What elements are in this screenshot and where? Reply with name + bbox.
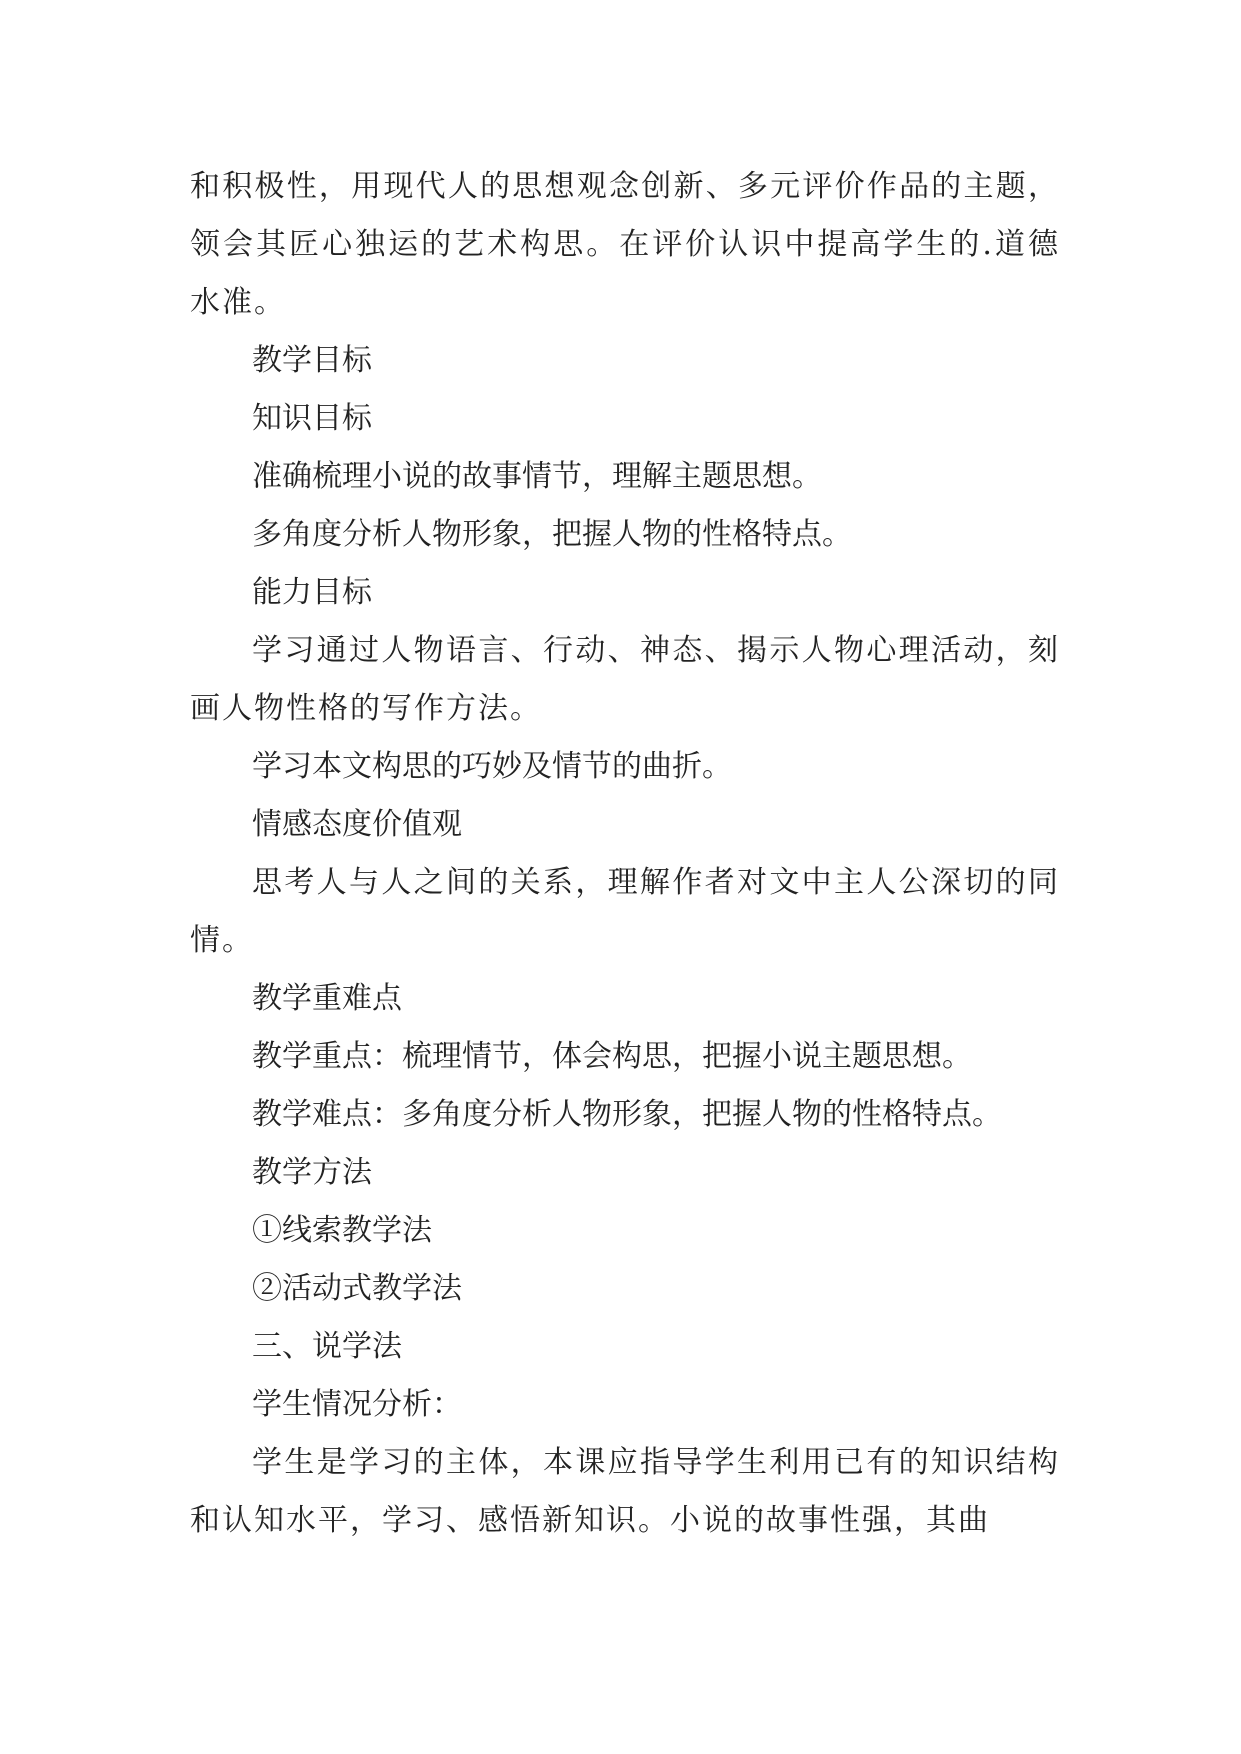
- heading-key-difficult-points: 教学重难点: [252, 981, 402, 1016]
- paragraph-knowledge-goal-2: 多角度分析人物形象，把握人物的性格特点。: [252, 517, 852, 552]
- paragraph-ability-goal-1: 学习通过人物语言、行动、神态、揭示人物心理活动，刻画人物性格的写作方法。: [190, 633, 1060, 726]
- paragraph-ability-goal-2: 学习本文构思的巧妙及情节的曲折。: [252, 749, 732, 784]
- list-item-method-1: ①线索教学法: [252, 1213, 432, 1248]
- heading-teaching-methods: 教学方法: [252, 1155, 372, 1190]
- paragraph-intro-continuation: 和积极性，用现代人的思想观念创新、多元评价作品的主题，领会其匠心独运的艺术构思。在评价认识中提高学生的.道德水准。: [190, 169, 1060, 320]
- paragraph-difficult-point: 教学难点：多角度分析人物形象，把握人物的性格特点。: [252, 1097, 1002, 1132]
- heading-ability-goals: 能力目标: [252, 575, 372, 610]
- heading-teaching-goals: 教学目标: [252, 343, 372, 378]
- heading-learning-methods: 三、说学法: [252, 1329, 402, 1364]
- document-body: [190, 158, 1060, 1550]
- list-item-method-2: ②活动式教学法: [252, 1271, 462, 1306]
- heading-emotion-values: 情感态度价值观: [252, 807, 462, 842]
- paragraph-emotion-values: 思考人与人之间的关系，理解作者对文中主人公深切的同情。: [190, 865, 1060, 958]
- paragraph-key-point: 教学重点：梳理情节，体会构思，把握小说主题思想。: [252, 1039, 972, 1074]
- paragraph-student-analysis: 学生是学习的主体，本课应指导学生利用已有的知识结构和认知水平，学习、感悟新知识。小说的故事性强，其曲: [190, 1445, 1060, 1538]
- paragraph-knowledge-goal-1: 准确梳理小说的故事情节，理解主题思想。: [252, 459, 822, 494]
- heading-student-analysis: 学生情况分析：: [252, 1387, 462, 1422]
- heading-knowledge-goals: 知识目标: [252, 401, 372, 436]
